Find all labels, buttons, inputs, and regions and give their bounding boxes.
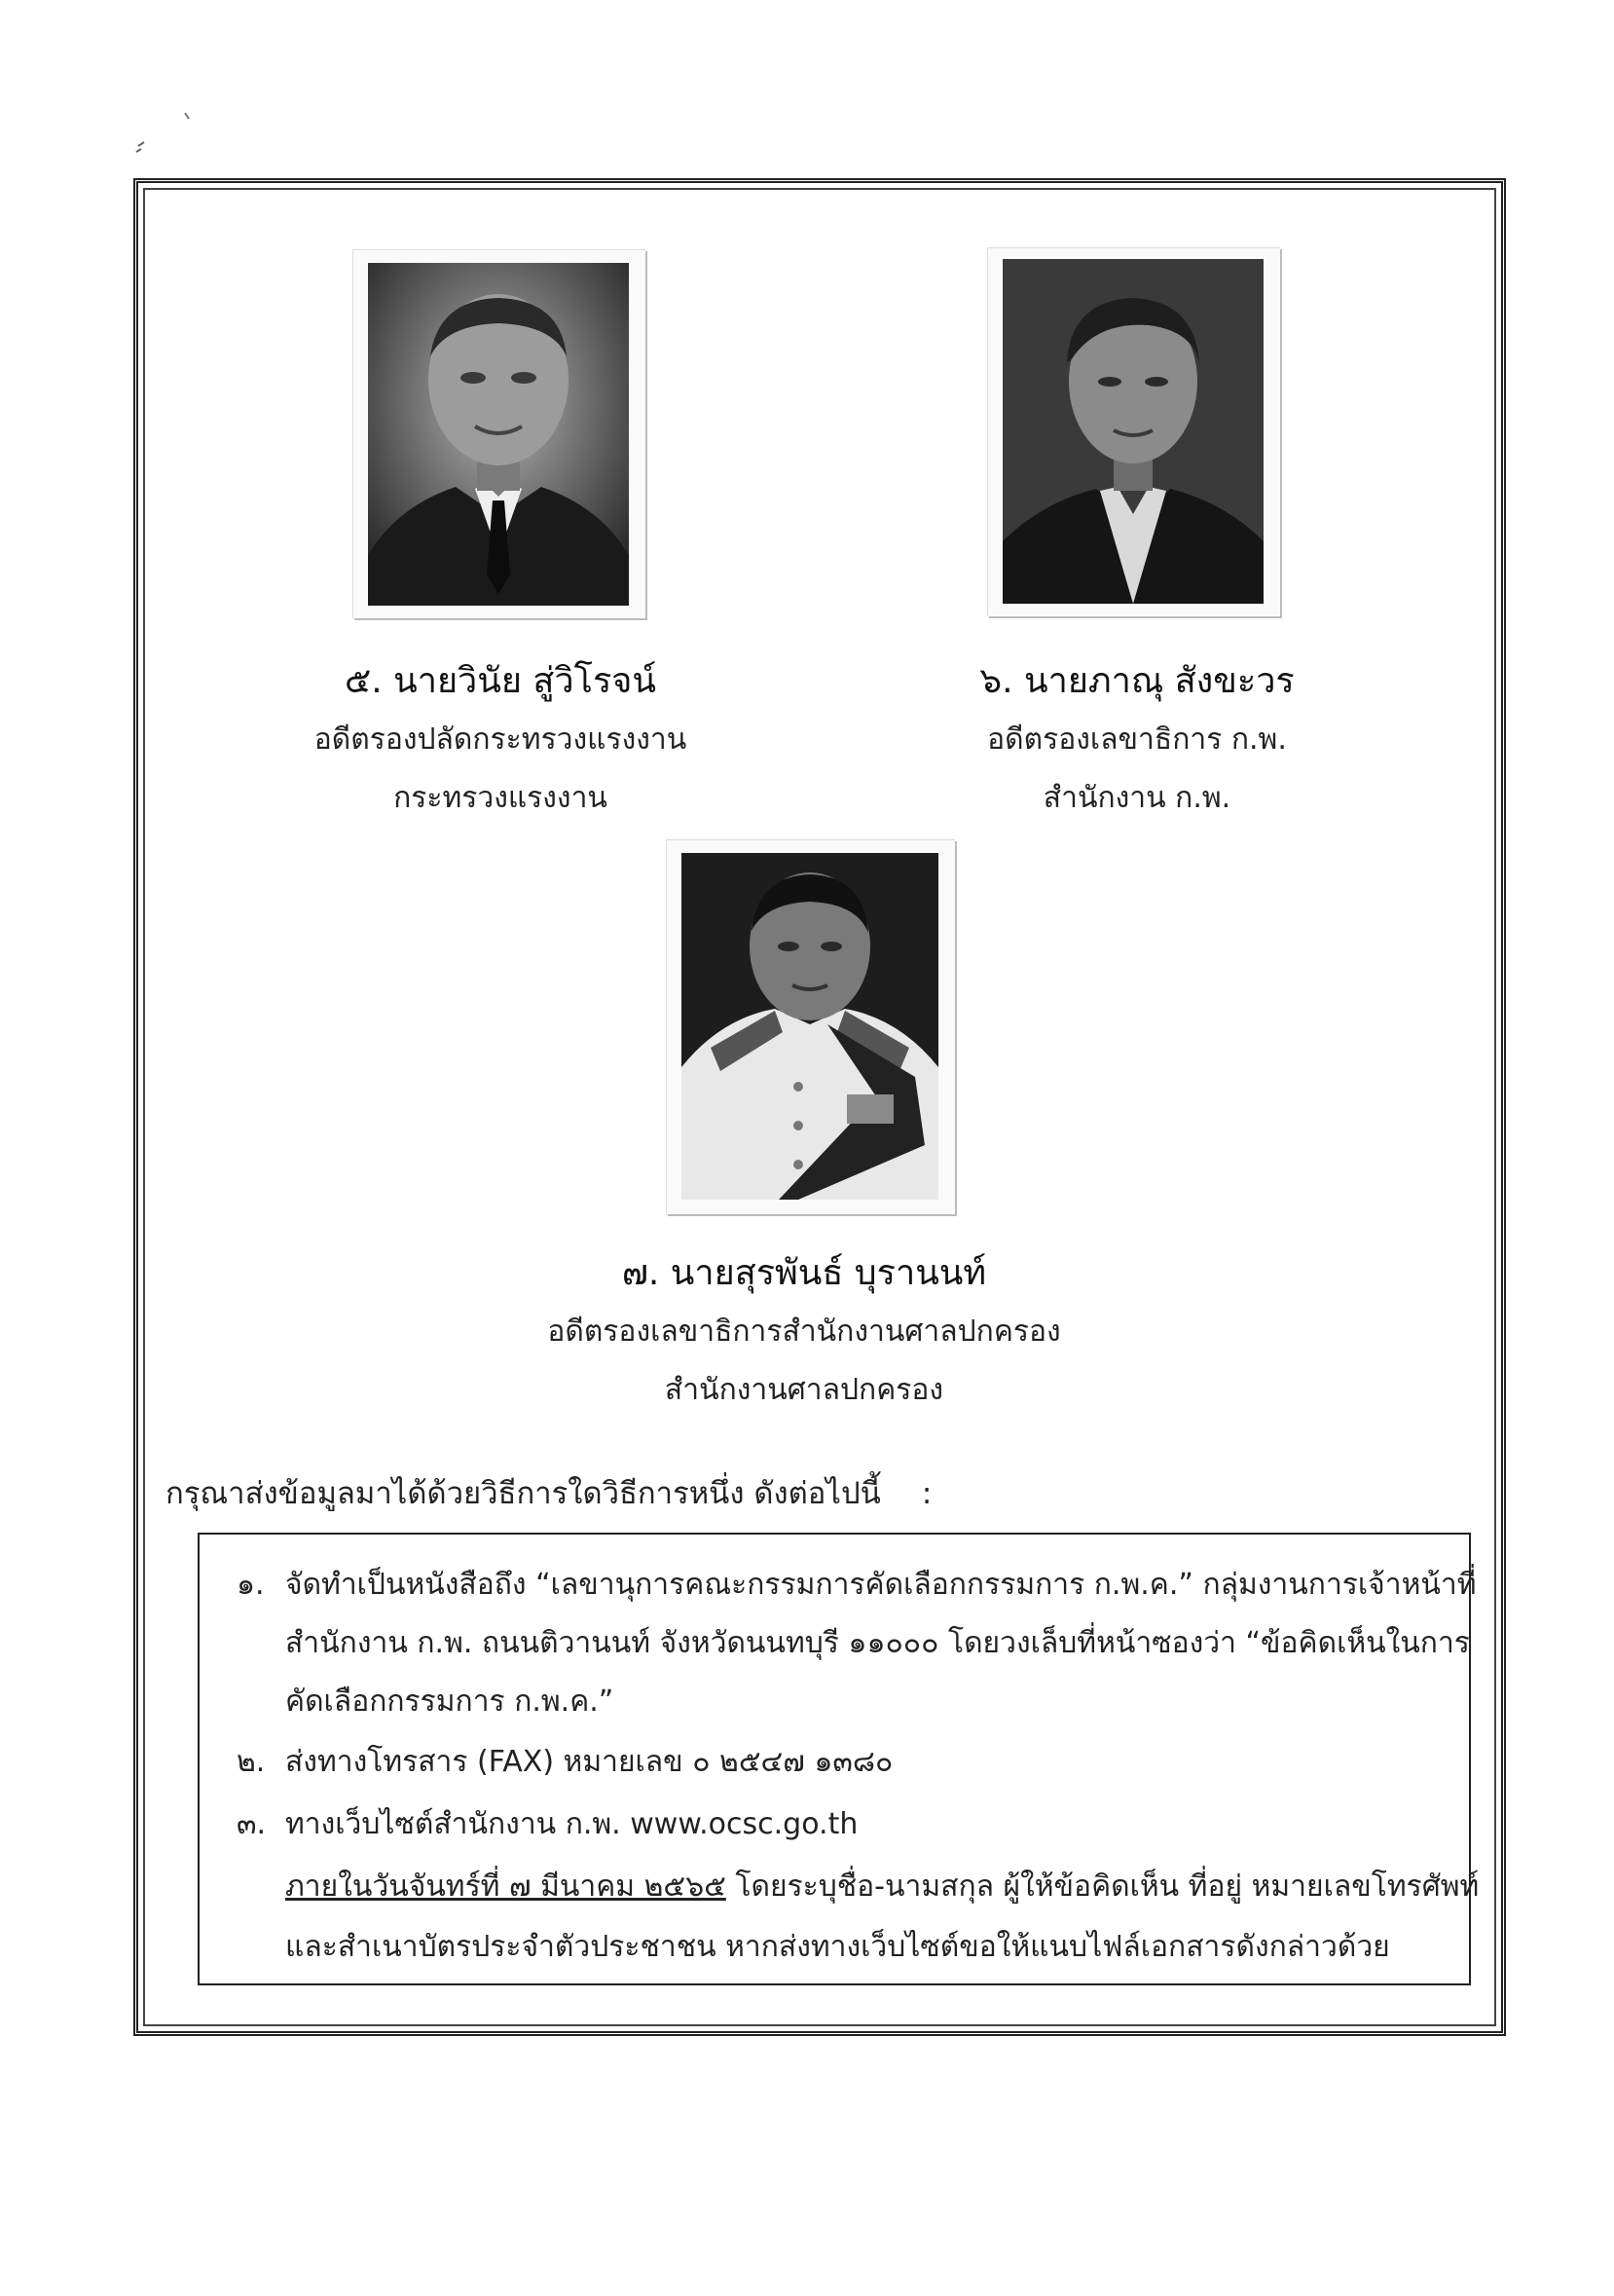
deadline-instructions: โดยระบุชื่อ-นามสกุล ผู้ให้ข้อคิดเห็น ที่อยู่ หมายเลขโทรศัพท์	[725, 1870, 1480, 1904]
method-1-line-1: จัดทำเป็นหนังสือถึง “เลขานุการคณะกรรมการคัดเลือกกรรมการ ก.พ.ค.” กลุ่มงานการเจ้าหน้าที่	[285, 1568, 1477, 1602]
method-1-line-3: คัดเลือกกรรมการ ก.พ.ค.”	[285, 1685, 614, 1719]
person-name-6: ๖. นายภาณุ สังขะวร	[979, 661, 1295, 701]
submission-intro	[165, 1468, 932, 1517]
submission-intro-colon: :	[921, 1476, 933, 1511]
person-organization-6: สำนักงาน ก.พ.	[1043, 781, 1231, 815]
portrait-photo-6	[1003, 259, 1264, 604]
method-2-line-1: ส่งทางโทรสาร (FAX) หมายเลข ๐ ๒๕๔๗ ๑๓๘๐	[285, 1745, 894, 1779]
method-number-1: ๑.	[237, 1568, 265, 1602]
person-organization-7: สำนักงานศาลปกครอง	[664, 1373, 944, 1407]
person-position-6: อดีตรองเลขาธิการ ก.พ.	[987, 722, 1287, 757]
deadline-line-2: และสำเนาบัตรประจำตัวประชาชน หากส่งทางเว็บไซต์ขอให้แนบไฟล์เอกสารดังกล่าวด้วย	[285, 1930, 1390, 1964]
person-position-7: อดีตรองเลขาธิการสำนักงานศาลปกครอง	[547, 1315, 1061, 1349]
method-number-2: ๒.	[237, 1745, 266, 1779]
submission-methods-box	[198, 1533, 1480, 1985]
person-name-7: ๗. นายสุรพันธ์ บุรานนท์	[621, 1253, 987, 1293]
method-3-line-1: ทางเว็บไซต์สำนักงาน ก.พ. www.ocsc.go.th	[285, 1807, 859, 1841]
submission-intro-text: กรุณาส่งข้อมูลมาได้ด้วยวิธีการใดวิธีการหนึ่ง ดังต่อไปนี้	[165, 1476, 881, 1511]
person-position-5: อดีตรองปลัดกระทรวงแรงงาน	[313, 722, 687, 757]
method-1-line-2: สำนักงาน ก.พ. ถนนติวานนท์ จังหวัดนนทบุรี ๑๑๐๐๐ โดยวงเล็บที่หน้าซองว่า “ข้อคิดเห็นในการ	[285, 1626, 1470, 1660]
person-organization-5: กระทรวงแรงงาน	[393, 781, 607, 815]
method-number-3: ๓.	[237, 1807, 267, 1841]
scan-speck-mark	[128, 109, 197, 158]
deadline-date: ภายในวันจันทร์ที่ ๗ มีนาคม ๒๕๖๕	[285, 1870, 726, 1904]
person-name-5: ๕. นายวินัย สู่วิโรจน์	[345, 661, 656, 701]
portrait-photo-7	[681, 853, 938, 1200]
portrait-photo-5	[368, 263, 629, 606]
deadline-line-1	[285, 1864, 1479, 1909]
